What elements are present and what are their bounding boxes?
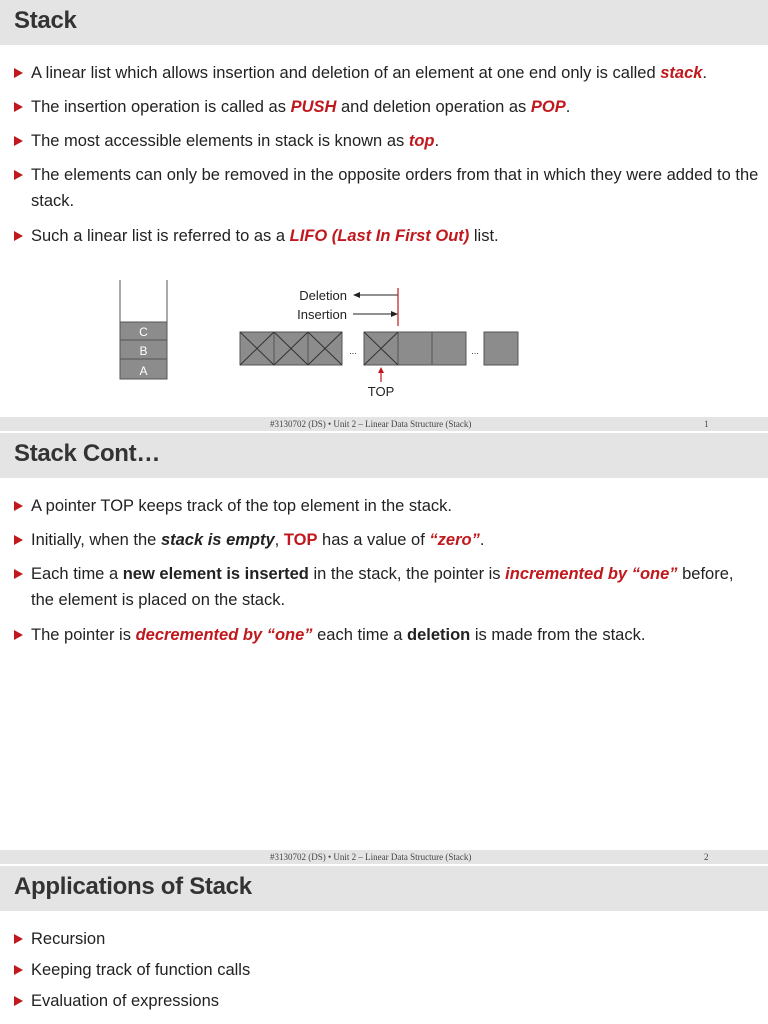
bullet-arrow-icon	[14, 996, 23, 1006]
slide2-bullet	[14, 622, 759, 648]
bullet-text: .	[565, 98, 571, 116]
bullet-arrow-icon	[14, 934, 23, 944]
bullet-arrow-icon	[14, 569, 23, 579]
top-label: TOP	[367, 384, 395, 399]
bullet-text: Recursion	[31, 930, 106, 948]
bullet-text: Each time a	[31, 565, 123, 583]
slide2-footer	[0, 850, 768, 864]
slide1-title: Stack	[14, 7, 77, 34]
bullet-text: The elements can only be removed in the opposite orders from that in which they were added to the stack.	[31, 166, 759, 210]
bullet-text: in the stack, the pointer is	[308, 565, 506, 583]
slide2-bullet	[14, 493, 759, 519]
bullet-text: each time a	[312, 626, 407, 644]
footer-course-text: #3130702 (DS) • Unit 2 – Linear Data Structure (Stack)	[270, 852, 472, 862]
footer-page-number: 1	[704, 419, 709, 429]
deletion-label: Deletion	[299, 288, 347, 303]
bullet-text: ,	[274, 531, 284, 549]
slide3-bullet	[14, 957, 759, 983]
bullet-text: Such a linear list is referred to as a	[31, 227, 290, 245]
slide1-bullet	[14, 223, 759, 249]
bullet-arrow-icon	[14, 68, 23, 78]
bullet-text: A pointer TOP keeps track of the top element in the stack.	[31, 497, 452, 515]
bullet-text: Initially, when the	[31, 531, 161, 549]
bullet-arrow-icon	[14, 136, 23, 146]
bullet-arrow-icon	[14, 102, 23, 112]
slide1-bullet	[14, 162, 759, 214]
stack-item-label: C	[139, 325, 148, 339]
bullet-arrow-icon	[14, 630, 23, 640]
bullet-text: is made from the stack.	[470, 626, 646, 644]
bullet-text: A linear list which allows insertion and deletion of an element at one end only is called	[31, 64, 661, 82]
array-ellipsis: ...	[471, 346, 479, 356]
deletion-arrowhead	[353, 292, 360, 298]
bullet-text: .	[434, 132, 440, 150]
array-ellipsis: ...	[349, 346, 357, 356]
bullet-text: has a value of	[317, 531, 430, 549]
slide3-bullet	[14, 926, 759, 952]
stack-item-label: A	[139, 364, 148, 378]
slide3-title: Applications of Stack	[14, 873, 252, 900]
emphasis-text: PUSH	[290, 98, 337, 116]
bullet-arrow-icon	[14, 501, 23, 511]
emphasis-text: stack is empty	[160, 531, 275, 549]
bullet-text: Keeping track of function calls	[31, 961, 251, 979]
emphasis-text: “zero”	[429, 531, 480, 549]
bullet-arrow-icon	[14, 965, 23, 975]
emphasis-text: POP	[530, 98, 566, 116]
insertion-arrowhead	[391, 311, 398, 317]
slide1-title-band	[0, 0, 768, 45]
footer-page-number: 2	[704, 852, 709, 862]
slide1-bullet	[14, 128, 759, 154]
emphasis-text: LIFO (Last In First Out)	[289, 227, 470, 245]
slide1-bullet	[14, 60, 759, 86]
slide2-bullet	[14, 527, 759, 553]
slide1-bullet	[14, 94, 759, 120]
bullet-text: Evaluation of expressions	[31, 992, 220, 1010]
stack-diagram	[0, 270, 768, 410]
slide2-title: Stack Cont…	[14, 440, 161, 467]
emphasis-text: stack	[660, 64, 703, 82]
emphasis-text: new element is inserted	[122, 565, 309, 583]
emphasis-text: deletion	[407, 626, 471, 644]
bullet-arrow-icon	[14, 170, 23, 180]
bullet-text: before, the element is placed on the stack.	[31, 565, 734, 609]
emphasis-text: decremented by “one”	[135, 626, 313, 644]
slide2-bullet	[14, 561, 759, 613]
footer-course-text: #3130702 (DS) • Unit 2 – Linear Data Structure (Stack)	[270, 419, 472, 429]
bullet-text: list.	[469, 227, 499, 245]
top-pointer-arrowhead	[378, 367, 384, 373]
emphasis-text: TOP	[283, 531, 318, 549]
insertion-label: Insertion	[297, 307, 347, 322]
bullet-arrow-icon	[14, 535, 23, 545]
emphasis-text: top	[408, 132, 435, 150]
bullet-text: The most accessible elements in stack is known as	[31, 132, 409, 150]
bullet-text: .	[702, 64, 708, 82]
slide1-footer	[0, 417, 768, 431]
bullet-arrow-icon	[14, 231, 23, 241]
stack-item-label: B	[139, 344, 148, 358]
emphasis-text: incremented by “one”	[505, 565, 678, 583]
bullet-text: The insertion operation is called as	[31, 98, 291, 116]
slide3-bullet	[14, 988, 759, 1014]
bullet-text: .	[479, 531, 485, 549]
bullet-text: The pointer is	[31, 626, 136, 644]
bullet-text: and deletion operation as	[336, 98, 531, 116]
